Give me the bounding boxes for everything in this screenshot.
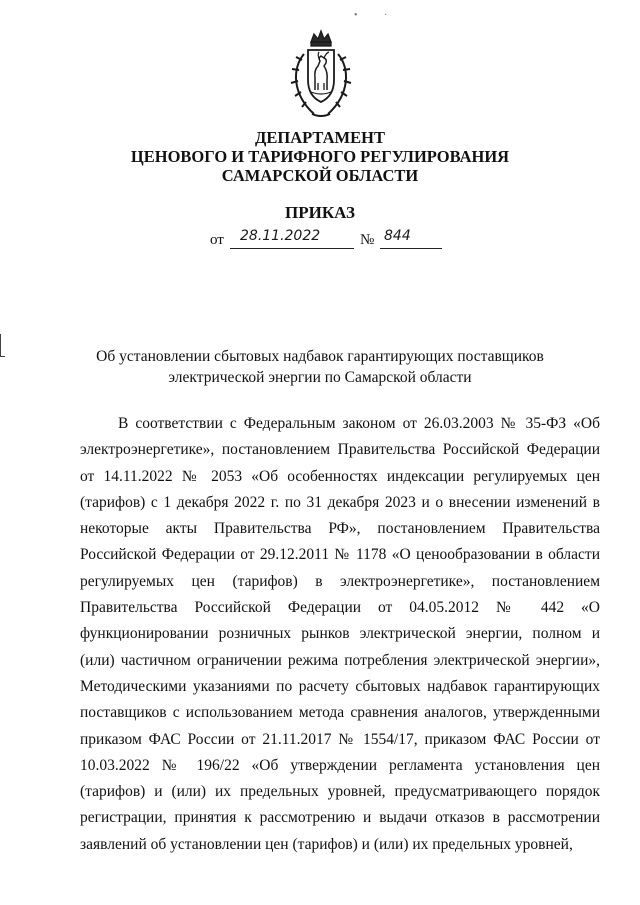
department-subtitle: ЦЕНОВОГО И ТАРИФНОГО РЕГУЛИРОВАНИЯ bbox=[130, 147, 510, 166]
preamble-paragraph: В соответствии с Федеральным законом от 26.03.2003 № 35-ФЗ «Об электроэнергетике», постановлением Правительства Российской Федерации от 14.11.2022 № 2053 «Об особенностях индексации регулируемых цен (тарифов) с 1 декабря 2022 г. по 31 декабря 2023 и о внесении изменений в некоторые акты Правительства РФ», постановлением Правительства Российской Федерации от 29.12.2011 № 1178 «О ценообразовании в области регулируемых цен (тарифов) в электроэнергетике», постановлением Правительства Российской Федерации от 04.05.2012 № 442 «О функционировании розничных рынков электрической энергии, полном и (или) частичном ограничении режима потребления электрической энергии», Методическими указаниями по расчету сбытовых надбавок гарантирующих поставщиков с использованием метода сравнения аналогов, утвержденными приказом ФАС России от 21.11.2017 № 1554/17, приказом ФАС России от 10.03.2022 № 196/22 «Об утверждении регламента установления цен (тарифов) и (или) их предельных уровней, предусматривающего порядок регистрации, принятия к рассмотрению и выдачи отказов в рассмотрении заявлений об установлении цен (тарифов) и (или) их предельных уровней, bbox=[80, 415, 600, 853]
scan-dot: · bbox=[384, 10, 388, 21]
order-date: 28.11.2022 bbox=[240, 228, 321, 244]
coat-of-arms-icon bbox=[284, 28, 358, 120]
department-title: ДЕПАРТАМЕНТ bbox=[255, 128, 385, 147]
date-underline bbox=[230, 248, 354, 249]
number-underline bbox=[380, 248, 442, 249]
subject-line-1: Об установлении сбытовых надбавок гарантирующих поставщиков bbox=[96, 348, 544, 365]
number-prefix-label: № bbox=[360, 232, 375, 248]
order-subject bbox=[0, 346, 640, 388]
order-number: 844 bbox=[384, 228, 411, 244]
subject-line-2: электрической энергии по Самарской области bbox=[168, 369, 472, 386]
order-date-number-row bbox=[210, 228, 450, 250]
date-prefix-label: от bbox=[210, 232, 224, 248]
department-header bbox=[0, 128, 640, 185]
department-region: САМАРСКОЙ ОБЛАСТИ bbox=[221, 166, 419, 185]
scan-dot: • bbox=[354, 10, 358, 21]
document-type-title: ПРИКАЗ bbox=[285, 203, 355, 222]
